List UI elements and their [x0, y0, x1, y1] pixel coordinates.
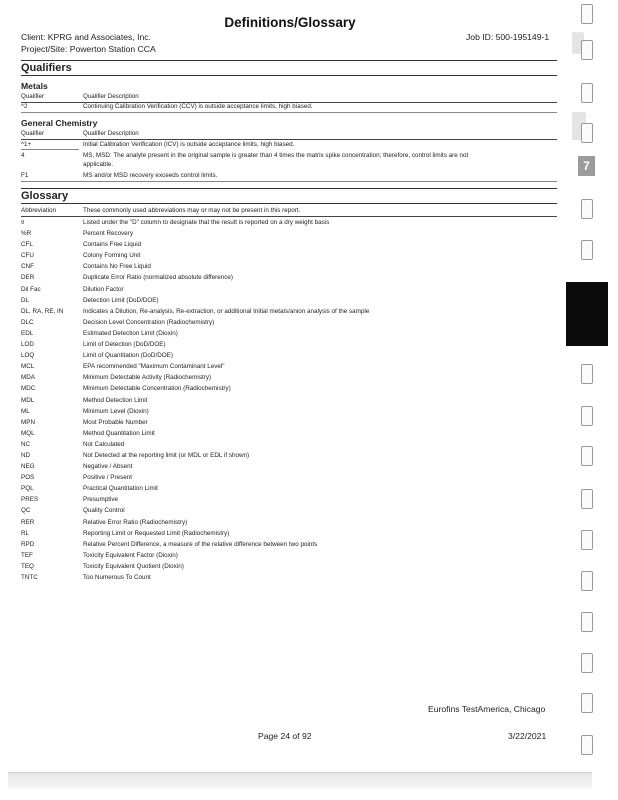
- glossary-abbreviation: NC: [21, 440, 31, 448]
- glossary-abbreviation: MQL: [21, 429, 35, 437]
- qualifier-description: Continuing Calibration Verification (CCV) is outside acceptance limits, high biased.: [83, 103, 313, 110]
- qualifier-description: Initial Calibration Verification (ICV) is outside acceptance limits, high biased.: [83, 141, 295, 148]
- glossary-description: Duplicate Error Ratio (normalized absolute difference): [83, 274, 234, 282]
- glossary-row: [21, 562, 557, 573]
- glossary-row: [21, 307, 557, 318]
- section-tab[interactable]: [581, 735, 593, 755]
- genchem-col-qualifier: Qualifier: [21, 130, 45, 137]
- section-tab[interactable]: [581, 364, 593, 384]
- section-tab[interactable]: [581, 199, 593, 219]
- glossary-description: Listed under the "D" column to designate that the result is reported on a dry weight basis: [83, 219, 330, 226]
- glossary-description: Toxicity Equivalent Factor (Dioxin): [83, 551, 178, 559]
- glossary-row: [21, 273, 557, 284]
- glossary-row: [21, 251, 557, 262]
- glossary-row: [21, 440, 557, 451]
- glossary-heading: Glossary: [21, 188, 557, 204]
- glossary-row: [21, 240, 557, 251]
- project-line: Project/Site: Powerton Station CCA: [21, 44, 156, 54]
- glossary-abbreviation: MDC: [21, 385, 36, 393]
- glossary-description: Not Detected at the reporting limit (or MDL or EDL if shown): [83, 451, 250, 459]
- glossary-description: Minimum Detectable Activity (Radiochemistry): [83, 374, 212, 382]
- glossary-abbreviation: CNF: [21, 263, 34, 271]
- glossary-column-header: [21, 207, 557, 217]
- glossary-description: Minimum Detectable Concentration (Radiochemistry): [83, 385, 231, 393]
- glossary-description: Estimated Detection Limit (Dioxin): [83, 329, 178, 337]
- glossary-row: [21, 529, 557, 540]
- section-tab[interactable]: [581, 489, 593, 509]
- glossary-row: [21, 351, 557, 362]
- lab-name: Eurofins TestAmerica, Chicago: [428, 704, 546, 714]
- qualifier-code: ^1+: [21, 141, 32, 148]
- glossary-list: [21, 218, 557, 584]
- glossary-row: [21, 451, 557, 462]
- glossary-row: [21, 551, 557, 562]
- qualifier-code: 4: [21, 152, 25, 159]
- glossary-description: Indicates a Dilution, Re-analysis, Re-extraction, or additional Initial metals/anion analysis of the sample: [83, 307, 370, 315]
- glossary-abbreviation: NEG: [21, 463, 35, 471]
- glossary-description: Negative / Absent: [83, 463, 133, 471]
- glossary-row: [21, 318, 557, 329]
- general-chemistry-heading: General Chemistry: [21, 118, 98, 128]
- glossary-col-abbreviation: Abbreviation: [21, 207, 57, 214]
- section-tab[interactable]: [581, 406, 593, 426]
- glossary-description: Most Probable Number: [83, 418, 148, 426]
- glossary-abbreviation: DL, RA, RE, IN: [21, 307, 64, 315]
- metals-col-qualifier: Qualifier: [21, 93, 45, 100]
- glossary-abbreviation: MDL: [21, 396, 35, 404]
- glossary-row: [21, 462, 557, 473]
- glossary-abbreviation: TEF: [21, 551, 33, 559]
- page-edge-shadow: [8, 772, 592, 789]
- glossary-abbreviation: RL: [21, 529, 30, 537]
- section-tab[interactable]: [581, 123, 593, 143]
- glossary-description: Percent Recovery: [83, 230, 134, 238]
- qualifiers-heading: Qualifiers: [21, 60, 557, 76]
- glossary-abbreviation: TEQ: [21, 562, 34, 570]
- qualifier-description: MS and/or MSD recovery exceeds control limits.: [83, 172, 218, 179]
- genchem-row: [21, 172, 557, 182]
- section-tab[interactable]: [581, 4, 593, 24]
- glossary-row: [21, 285, 557, 296]
- glossary-row: [21, 229, 557, 240]
- glossary-row: [21, 484, 557, 495]
- glossary-abbreviation: TNTC: [21, 574, 38, 581]
- metals-heading: Metals: [21, 81, 48, 91]
- section-tab[interactable]: [581, 530, 593, 550]
- glossary-description: Too Numerous To Count: [83, 574, 151, 581]
- section-tab[interactable]: [581, 693, 593, 713]
- glossary-abbreviation: Dil Fac: [21, 285, 41, 293]
- glossary-description: Relative Percent Difference, a measure of the relative difference between two points: [83, 540, 318, 548]
- glossary-description: Dilution Factor: [83, 285, 124, 293]
- glossary-description: Relative Error Ratio (Radiochemistry): [83, 518, 188, 526]
- glossary-abbreviation: MCL: [21, 363, 35, 371]
- section-tab-current[interactable]: 7: [578, 156, 595, 176]
- glossary-row: [21, 362, 557, 373]
- black-index-tab: [566, 282, 608, 346]
- glossary-row: [21, 384, 557, 395]
- glossary-col-description: These commonly used abbreviations may or may not be present in this report.: [83, 207, 301, 214]
- glossary-row: [21, 506, 557, 517]
- glossary-description: Contains Free Liquid: [83, 241, 142, 249]
- qualifier-description-continued: applicable.: [83, 161, 114, 168]
- glossary-row: [21, 495, 557, 506]
- metals-column-header: [21, 93, 557, 103]
- glossary-abbreviation: RER: [21, 518, 35, 526]
- glossary-row: [21, 340, 557, 351]
- metals-col-description: Qualifier Description: [83, 93, 139, 100]
- page-title: Definitions/Glossary: [224, 15, 356, 30]
- glossary-description: Practical Quantitation Limit: [83, 485, 158, 493]
- glossary-row: [21, 218, 557, 229]
- glossary-row: [21, 296, 557, 307]
- glossary-abbreviation: PQL: [21, 485, 34, 493]
- glossary-description: Contains No Free Liquid: [83, 263, 151, 271]
- section-tab[interactable]: [581, 40, 593, 60]
- glossary-row: [21, 418, 557, 429]
- glossary-row: [21, 373, 557, 384]
- glossary-abbreviation: MDA: [21, 374, 35, 382]
- glossary-abbreviation: PRES: [21, 496, 39, 504]
- glossary-description: Limit of Quantitation (DoD/DOE): [83, 352, 173, 360]
- genchem-column-header: [21, 130, 557, 140]
- glossary-abbreviation: QC: [21, 507, 31, 515]
- glossary-abbreviation: DL: [21, 296, 30, 304]
- glossary-description: Presumptive: [83, 496, 118, 504]
- glossary-description: Not Calculated: [83, 440, 125, 448]
- glossary-description: Decision Level Concentration (Radiochemistry): [83, 318, 215, 326]
- section-tab[interactable]: [581, 240, 593, 260]
- glossary-abbreviation: %R: [21, 230, 32, 238]
- glossary-description: Limit of Detection (DoD/DOE): [83, 341, 166, 349]
- glossary-abbreviation: CFU: [21, 252, 34, 260]
- glossary-abbreviation: RPD: [21, 540, 35, 548]
- glossary-abbreviation: ND: [21, 451, 31, 459]
- glossary-row: [21, 262, 557, 273]
- glossary-abbreviation: ML: [21, 407, 30, 415]
- qualifier-description: MS, MSD: The analyte present in the original sample is greater than 4 times the matrix spike concentration; therefore, control limits are not: [83, 152, 469, 159]
- section-tab-strip: [576, 0, 618, 790]
- glossary-abbreviation: POS: [21, 474, 35, 482]
- glossary-row: [21, 573, 557, 584]
- glossary-description: Toxicity Equivalent Quotient (Dioxin): [83, 562, 184, 570]
- metals-row: [21, 103, 557, 113]
- glossary-row: [21, 473, 557, 484]
- glossary-description: Method Quantitation Limit: [83, 429, 155, 437]
- glossary-description: EPA recommended "Maximum Contaminant Level": [83, 363, 225, 371]
- glossary-description: Minimum Level (Dioxin): [83, 407, 149, 415]
- glossary-abbreviation: LOQ: [21, 352, 35, 360]
- section-tab[interactable]: [581, 571, 593, 591]
- glossary-abbreviation: DLC: [21, 318, 34, 326]
- glossary-row: [21, 518, 557, 529]
- glossary-abbreviation: DER: [21, 274, 35, 282]
- page-number: Page 24 of 92: [258, 731, 312, 741]
- job-id: Job ID: 500-195149-1: [466, 32, 550, 42]
- section-tab[interactable]: [581, 83, 593, 103]
- row-divider: [21, 149, 79, 150]
- glossary-description: Method Detection Limit: [83, 396, 148, 404]
- section-tab[interactable]: [581, 653, 593, 673]
- qualifier-code: F1: [21, 172, 29, 179]
- glossary-description: Positive / Present: [83, 474, 132, 482]
- glossary-description: Colony Forming Unit: [83, 252, 141, 260]
- glossary-description: Quality Control: [83, 507, 125, 515]
- section-tab[interactable]: [581, 446, 593, 466]
- glossary-abbreviation: EDL: [21, 329, 34, 337]
- glossary-abbreviation: ¤: [21, 219, 25, 226]
- client-line: Client: KPRG and Associates, Inc.: [21, 32, 151, 42]
- glossary-row: [21, 407, 557, 418]
- glossary-abbreviation: LOD: [21, 341, 34, 349]
- glossary-abbreviation: MPN: [21, 418, 35, 426]
- glossary-description: Detection Limit (DoD/DOE): [83, 296, 159, 304]
- glossary-abbreviation: CFL: [21, 241, 33, 249]
- glossary-row: [21, 396, 557, 407]
- glossary-row: [21, 329, 557, 340]
- glossary-description: Reporting Limit or Requested Limit (Radiochemistry): [83, 529, 230, 537]
- qualifier-code: ^2: [21, 103, 28, 110]
- glossary-row: [21, 429, 557, 440]
- report-date: 3/22/2021: [508, 731, 547, 741]
- glossary-row: [21, 540, 557, 551]
- genchem-col-description: Qualifier Description: [83, 130, 139, 137]
- section-tab[interactable]: [581, 612, 593, 632]
